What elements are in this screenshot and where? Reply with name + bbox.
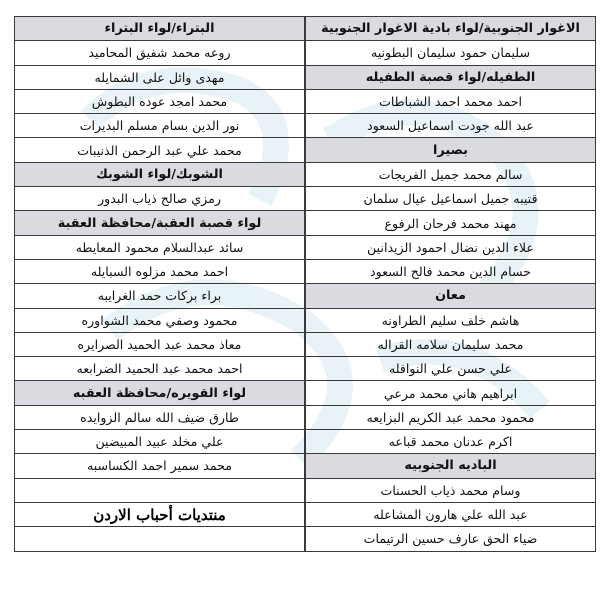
name-cell: سالم محمد جميل الفريجات bbox=[306, 162, 596, 186]
name-cell: طارق ضيف الله سالم الزوايده bbox=[15, 405, 305, 429]
name-cell: مهدى وائل على الشمايله bbox=[15, 65, 305, 89]
names-sheet bbox=[14, 16, 596, 552]
region-header: البتراء/لواء البتراء bbox=[15, 17, 305, 41]
table-row bbox=[15, 17, 305, 41]
name-cell: محمود وصفي محمد الشواوره bbox=[15, 308, 305, 332]
name-cell: نور الدين بسام مسلم البديرات bbox=[15, 114, 305, 138]
table-row bbox=[15, 235, 305, 259]
name-cell: احمد محمد احمد الشباطات bbox=[306, 89, 596, 113]
name-cell: اكرم عدنان محمد قباعه bbox=[306, 430, 596, 454]
table-row bbox=[15, 41, 305, 65]
name-cell: محمد علي عبد الرحمن الذنيبات bbox=[15, 138, 305, 162]
table-row bbox=[15, 259, 305, 283]
name-cell: حسام الدين محمد فالح السعود bbox=[306, 259, 596, 283]
table-row bbox=[15, 162, 305, 186]
region-header: الطفيله/لواء قصبة الطفيله bbox=[306, 65, 596, 89]
name-cell: احمد محمد مزلوه السبايله bbox=[15, 259, 305, 283]
table-row bbox=[306, 502, 596, 526]
table-row bbox=[15, 138, 305, 162]
table-row bbox=[15, 114, 305, 138]
empty-cell bbox=[15, 527, 305, 551]
name-cell: رمزي صالح ذياب البدور bbox=[15, 187, 305, 211]
name-cell: محمود محمد عبد الكريم البزايعه bbox=[306, 405, 596, 429]
name-cell: سائد عبدالسلام محمود المعايطه bbox=[15, 235, 305, 259]
empty-cell bbox=[15, 478, 305, 502]
table-row bbox=[306, 381, 596, 405]
name-cell: ضياء الحق عارف حسين الرتيمات bbox=[306, 527, 596, 551]
table-row bbox=[306, 308, 596, 332]
left-table bbox=[14, 16, 305, 552]
region-header: لواء القويره/محافظة العقبه bbox=[15, 381, 305, 405]
right-table bbox=[305, 16, 596, 552]
right-column bbox=[305, 16, 596, 552]
region-header: الشوبك/لواء الشوبك bbox=[15, 162, 305, 186]
left-column bbox=[14, 16, 305, 552]
forum-signature: منتديات أحباب الاردن bbox=[15, 502, 305, 526]
table-row bbox=[306, 259, 596, 283]
name-cell: احمد محمد عبد الحميد الضرابعه bbox=[15, 357, 305, 381]
table-row bbox=[15, 405, 305, 429]
table-row bbox=[306, 357, 596, 381]
name-cell: هاشم خلف سليم الطراونه bbox=[306, 308, 596, 332]
table-row bbox=[15, 478, 305, 502]
table-row bbox=[15, 308, 305, 332]
name-cell: محمد امجد عوده البطوش bbox=[15, 89, 305, 113]
name-cell: مهند محمد فرحان الرفوع bbox=[306, 211, 596, 235]
table-row bbox=[306, 114, 596, 138]
table-row bbox=[306, 527, 596, 551]
table-row bbox=[15, 381, 305, 405]
name-cell: عبد الله جودت اسماعيل السعود bbox=[306, 114, 596, 138]
name-cell: علاء الدين نضال احمود الزيدانين bbox=[306, 235, 596, 259]
region-header: الاغوار الجنوبية/لواء بادية الاغوار الجنوبية bbox=[306, 17, 596, 41]
table-row bbox=[15, 527, 305, 551]
name-cell: وسام محمد ذياب الحسنات bbox=[306, 478, 596, 502]
table-row bbox=[15, 332, 305, 356]
table-row bbox=[15, 430, 305, 454]
table-row bbox=[306, 89, 596, 113]
name-cell: قتيبه جميل اسماعيل عيال سلمان bbox=[306, 187, 596, 211]
table-row bbox=[15, 187, 305, 211]
table-row bbox=[306, 41, 596, 65]
region-header: معان bbox=[306, 284, 596, 308]
table-row bbox=[306, 430, 596, 454]
table-row bbox=[306, 478, 596, 502]
table-row bbox=[306, 65, 596, 89]
name-cell: محمد سمير احمد الكساسبه bbox=[15, 454, 305, 478]
name-cell: روعه محمد شفيق المحاميد bbox=[15, 41, 305, 65]
table-row bbox=[15, 502, 305, 526]
region-header: الباديه الجنوبيه bbox=[306, 454, 596, 478]
table-row bbox=[306, 211, 596, 235]
table-row bbox=[306, 454, 596, 478]
table-row bbox=[306, 162, 596, 186]
table-row bbox=[306, 284, 596, 308]
name-cell: علي حسن علي النوافله bbox=[306, 357, 596, 381]
table-row bbox=[306, 17, 596, 41]
table-row bbox=[15, 357, 305, 381]
name-cell: علي مخلد عبيد المبيضين bbox=[15, 430, 305, 454]
name-cell: معاذ محمد عبد الحميد الصرايره bbox=[15, 332, 305, 356]
table-row bbox=[306, 405, 596, 429]
table-row bbox=[15, 89, 305, 113]
table-row bbox=[306, 332, 596, 356]
name-cell: ابراهيم هاني محمد مرعي bbox=[306, 381, 596, 405]
region-header: بصيرا bbox=[306, 138, 596, 162]
name-cell: براء بركات حمد الغرايبه bbox=[15, 284, 305, 308]
name-cell: عبد الله علي هارون المشاعله bbox=[306, 502, 596, 526]
name-cell: محمد سليمان سلامه القراله bbox=[306, 332, 596, 356]
table-row bbox=[306, 187, 596, 211]
name-cell: سليمان حمود سليمان البطونيه bbox=[306, 41, 596, 65]
table-row bbox=[306, 138, 596, 162]
table-row bbox=[15, 211, 305, 235]
table-row bbox=[15, 65, 305, 89]
table-row bbox=[15, 284, 305, 308]
table-row bbox=[15, 454, 305, 478]
region-header: لواء قصبة العقبة/محافظة العقبة bbox=[15, 211, 305, 235]
table-row bbox=[306, 235, 596, 259]
